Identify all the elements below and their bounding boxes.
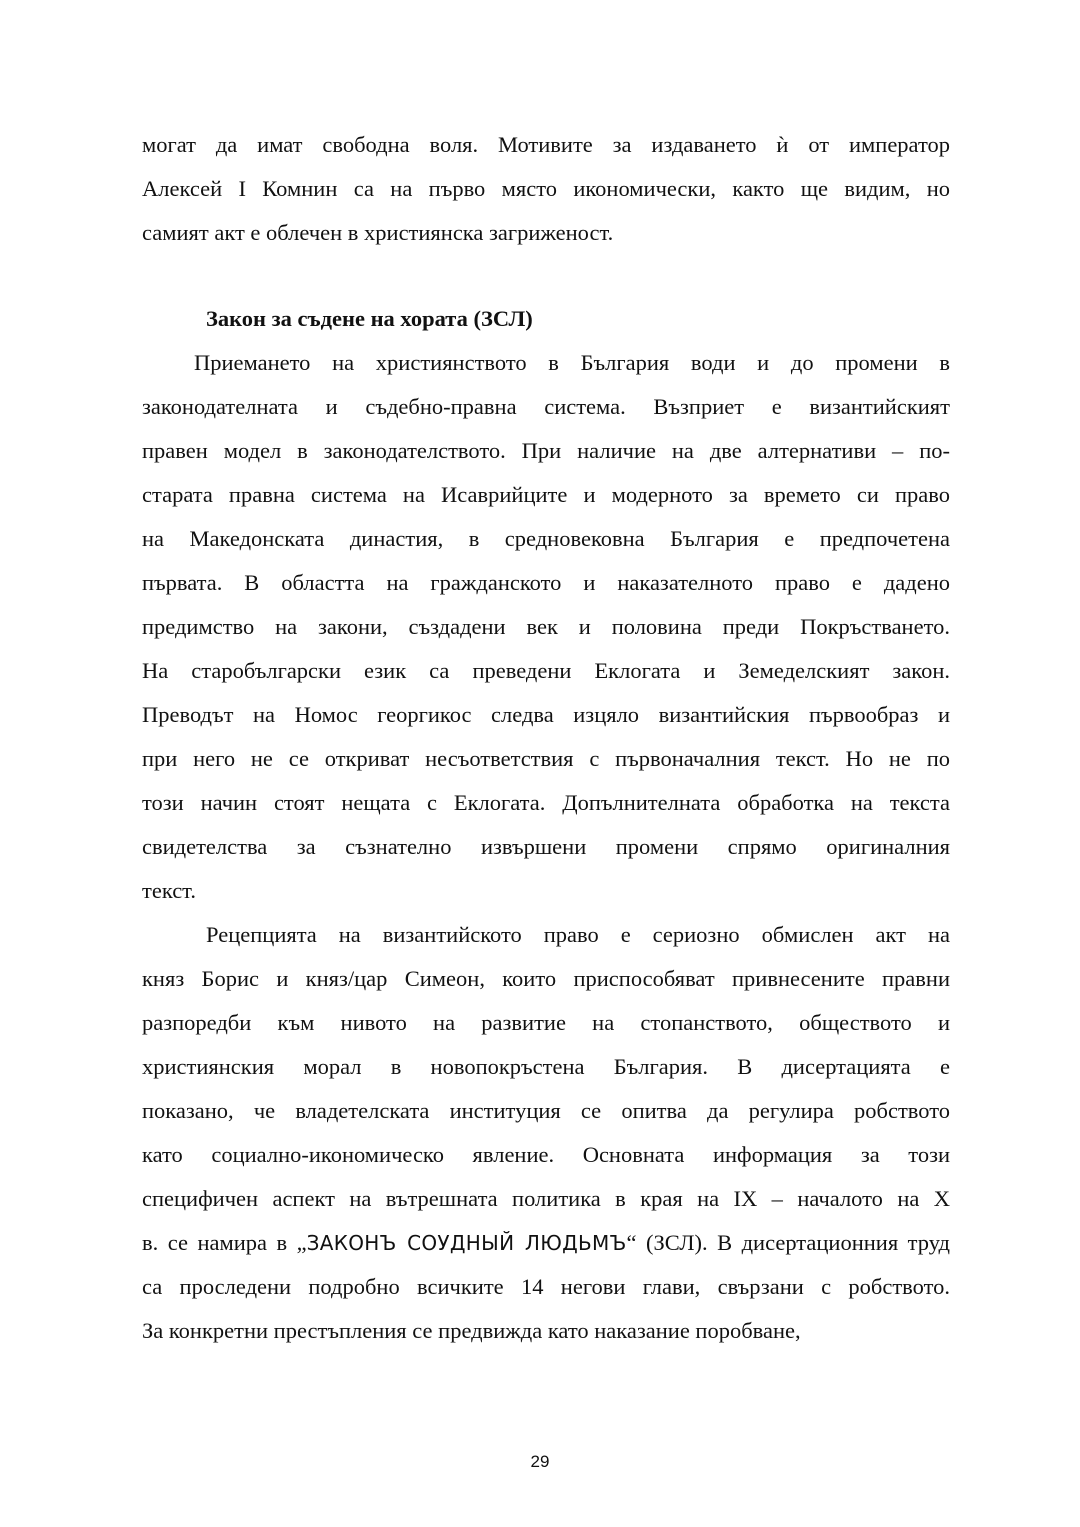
intro-paragraph	[142, 123, 950, 255]
text-line: предимство на закони, създадени век и половина преди Покръстването.	[142, 614, 950, 639]
text-line: Приемането на християнството в България води и до промени в	[194, 350, 950, 375]
section-heading: Закон за съдене на хората (ЗСЛ)	[206, 306, 533, 331]
text-line: първата. В областта на гражданското и наказателното право е дадено	[142, 570, 950, 595]
text-line: законодателната и съдебно-правна система. Възприет е византийският	[142, 394, 950, 419]
text-line: при него не се откриват несъответствия с първоначалния текст. Но не по	[142, 746, 950, 771]
text-line: разпоредби към нивото на развитие на стопанството, обществото и	[142, 1010, 950, 1035]
text-line: Алексей I Комнин са на първо място икономически, както ще видим, но	[142, 176, 950, 201]
text-line: този начин стоят нещата с Еклогата. Допълнителната обработка на текста	[142, 790, 950, 815]
text-line: християнския морал в новопокръстена България. В дисертацията е	[142, 1054, 950, 1079]
text-line: Преводът на Номос георгикос следва изцяло византийския първообраз и	[142, 702, 950, 727]
paragraph-byzantine-law-reception	[142, 913, 950, 1353]
text-line: могат да имат свободна воля. Мотивите за издаването ѝ от император	[142, 132, 950, 157]
text-line-with-title	[142, 1221, 950, 1265]
text-line: свидетелства за съзнателно извършени промени спрямо оригиналния	[142, 834, 950, 859]
page-body	[142, 123, 950, 1353]
old-slavonic-title: ЗАКОНЪ СОУДНЫЙ ЛЮДЬМЪ	[306, 1231, 627, 1255]
text-line: старата правна система на Исаврийците и модерното за времето си право	[142, 482, 950, 507]
paragraph-spacer	[142, 255, 950, 297]
page-number: 29	[530, 1452, 550, 1471]
text-line: текст.	[142, 878, 196, 903]
text-line: специфичен аспект на вътрешната политика в края на IX – началото на X	[142, 1186, 950, 1211]
text-fragment: в. се намира в „	[142, 1230, 307, 1255]
text-line: самият акт е облечен в християнска загриженост.	[142, 220, 614, 245]
text-line: показано, че владетелската институция се опитва да регулира робството	[142, 1098, 950, 1123]
text-line: като социално-икономическо явление. Основната информация за този	[142, 1142, 950, 1167]
text-fragment: “ (ЗСЛ). В дисертационния труд	[626, 1230, 951, 1255]
text-line: Рецепцията на византийското право е сериозно обмислен акт на	[206, 922, 950, 947]
text-line: правен модел в законодателството. При наличие на две алтернативи – по-	[142, 438, 950, 463]
text-line: княз Борис и княз/цар Симеон, които приспособяват привнесените правни	[142, 966, 950, 991]
text-line: На старобългарски език са преведени Еклогата и Земеделският закон.	[142, 658, 950, 683]
text-line: са проследени подробно всичките 14 негови глави, свързани с робството.	[142, 1274, 950, 1299]
text-line: на Македонската династия, в средновековна България е предпочетена	[142, 526, 950, 551]
text-line: За конкретни престъпления се предвижда като наказание поробване,	[142, 1318, 801, 1343]
paragraph-reception-of-christianity	[142, 341, 950, 913]
